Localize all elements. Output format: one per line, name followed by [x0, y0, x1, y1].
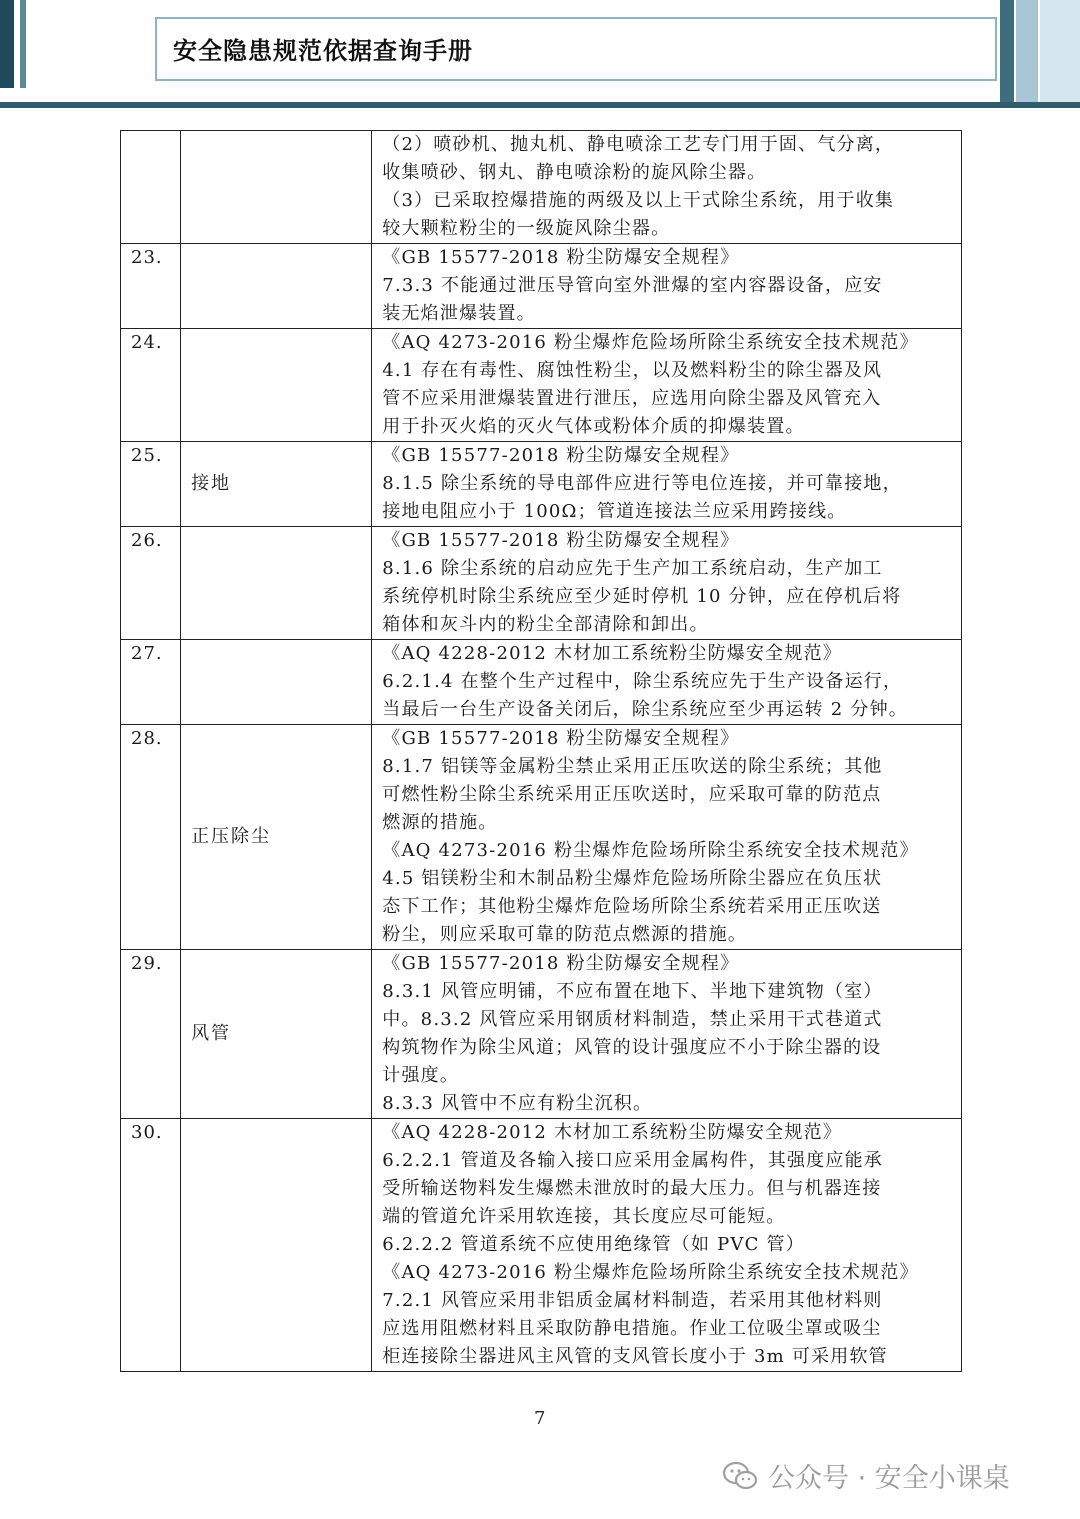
table-row	[121, 329, 962, 442]
table-row	[121, 950, 962, 1119]
row-text-cell	[372, 329, 962, 442]
watermark-text: 公众号 · 安全小课桌	[768, 1463, 1010, 1494]
row-text-line: 柜连接除尘器进风主风管的支风管长度小于 3m 可采用软管	[382, 1346, 888, 1367]
row-number-cell	[121, 131, 181, 244]
row-text-line: 管不应采用泄爆装置进行泄压，应选用向除尘器及风管充入	[382, 388, 882, 409]
row-text-line: 4.5 铝镁粉尘和木制品粉尘爆炸危险场所除尘器应在负压状	[382, 868, 883, 889]
row-text-line: 《AQ 4228-2012 木材加工系统粉尘防爆安全规范》	[382, 1122, 842, 1143]
row-category-cell	[181, 527, 372, 640]
row-text-line: 态下工作；其他粉尘爆炸危险场所除尘系统若采用正压吹送	[382, 896, 882, 917]
row-text-line: 8.1.5 除尘系统的导电部件应进行等电位连接，并可靠接地，	[382, 473, 902, 494]
row-text-line: 8.1.6 除尘系统的启动应先于生产加工系统启动，生产加工	[382, 558, 883, 579]
row-number: 28.	[131, 728, 163, 749]
row-text-line: 6.2.2.2 管道系统不应使用绝缘管（如 PVC 管）	[382, 1234, 805, 1255]
row-number: 25.	[131, 445, 163, 466]
row-text-line: （2）喷砂机、抛丸机、静电喷涂工艺专门用于固、气分离，	[382, 134, 895, 155]
row-number-cell	[121, 640, 181, 725]
row-text-line: 7.3.3 不能通过泄压导管向室外泄爆的室内容器设备，应安	[382, 275, 883, 296]
row-category-cell	[181, 329, 372, 442]
row-text-line: 《GB 15577-2018 粉尘防爆安全规程》	[382, 728, 740, 749]
row-number-cell	[121, 442, 181, 527]
watermark	[722, 1456, 1010, 1495]
row-text-line: 较大颗粒粉尘的一级旋风除尘器。	[382, 218, 671, 239]
row-number-cell	[121, 950, 181, 1119]
table-row	[121, 442, 962, 527]
row-number-cell	[121, 527, 181, 640]
table-row	[121, 725, 962, 950]
row-text-line: 粉尘，则应采取可靠的防范点燃源的措施。	[382, 924, 748, 945]
row-number-cell	[121, 329, 181, 442]
row-text-cell	[372, 950, 962, 1119]
table-row	[121, 131, 962, 244]
row-text-line: 《GB 15577-2018 粉尘防爆安全规程》	[382, 247, 740, 268]
regulation-table	[120, 130, 962, 1372]
row-text-line: 计强度。	[382, 1065, 460, 1086]
row-category-cell	[181, 131, 372, 244]
row-text-cell	[372, 640, 962, 725]
row-text-line: 《GB 15577-2018 粉尘防爆安全规程》	[382, 953, 740, 974]
row-text-line: 系统停机时除尘系统应至少延时停机 10 分钟，应在停机后将	[382, 586, 902, 607]
header-decor-bar-left	[0, 0, 14, 88]
document-title: 安全隐患规范依据查询手册	[173, 37, 473, 65]
row-text-line: 装无焰泄爆装置。	[382, 303, 536, 324]
row-text-line: 可燃性粉尘除尘系统采用正压吹送时，应采取可靠的防范点	[382, 784, 882, 805]
table-row	[121, 1119, 962, 1372]
row-number-cell	[121, 244, 181, 329]
row-text-line: 8.3.1 风管应明铺，不应布置在地下、半地下建筑物（室）	[382, 981, 883, 1002]
row-text-line: 《AQ 4273-2016 粉尘爆炸危险场所除尘系统安全技术规范》	[382, 840, 919, 861]
row-text-line: 中。8.3.2 风管应采用钢质材料制造，禁止采用干式巷道式	[382, 1009, 883, 1030]
header-title-box	[155, 17, 997, 81]
row-category: 风管	[191, 1023, 232, 1044]
row-number: 29.	[131, 953, 163, 974]
row-category: 接地	[191, 473, 232, 494]
row-text-cell	[372, 244, 962, 329]
row-text-line: 4.1 存在有毒性、腐蚀性粉尘，以及燃料粉尘的除尘器及风	[382, 360, 883, 381]
row-text-line: 接地电阻应小于 100Ω；管道连接法兰应采用跨接线。	[382, 501, 847, 522]
row-text-line: 构筑物作为除尘风道；风管的设计强度应不小于除尘器的设	[382, 1037, 882, 1058]
row-text-line: 7.2.1 风管应采用非铝质金属材料制造，若采用其他材料则	[382, 1290, 883, 1311]
row-text-line: 《GB 15577-2018 粉尘防爆安全规程》	[382, 445, 740, 466]
row-number: 30.	[131, 1122, 163, 1143]
row-text-line: 用于扑灭火焰的灭火气体或粉体介质的抑爆装置。	[382, 416, 805, 437]
row-text-line: 6.2.2.1 管道及各输入接口应采用金属构件，其强度应能承	[382, 1150, 883, 1171]
row-text-line: 燃源的措施。	[382, 812, 498, 833]
row-number: 26.	[131, 530, 163, 551]
row-category-cell	[181, 725, 372, 950]
row-text-line: 应选用阻燃材料且采取防静电措施。作业工位吸尘罩或吸尘	[382, 1318, 882, 1339]
row-text-line: （3）已采取控爆措施的两级及以上干式除尘系统，用于收集	[382, 190, 895, 211]
row-category: 正压除尘	[191, 826, 272, 847]
row-text-line: 8.3.3 风管中不应有粉尘沉积。	[382, 1093, 653, 1114]
row-text-line: 收集喷砂、钢丸、静电喷涂粉的旋风除尘器。	[382, 162, 767, 183]
table-row	[121, 640, 962, 725]
header-decor-bar-right	[1000, 0, 1014, 104]
row-number-cell	[121, 725, 181, 950]
wechat-icon	[722, 1461, 758, 1491]
row-text-line: 当最后一台生产设备关闭后，除尘系统应至少再运转 2 分钟。	[382, 699, 908, 720]
row-text-cell	[372, 442, 962, 527]
row-text-line: 端的管道允许采用软连接，其长度应尽可能短。	[382, 1206, 786, 1227]
row-number: 24.	[131, 332, 163, 353]
row-text-cell	[372, 131, 962, 244]
row-text-line: 8.1.7 铝镁等金属粉尘禁止采用正压吹送的除尘系统；其他	[382, 756, 883, 777]
page-number: 7	[534, 1408, 546, 1429]
row-text-cell	[372, 725, 962, 950]
header-decor-bar-right-light	[1040, 0, 1080, 104]
row-category-cell	[181, 640, 372, 725]
row-text-line: 《AQ 4273-2016 粉尘爆炸危险场所除尘系统安全技术规范》	[382, 1262, 919, 1283]
row-category-cell	[181, 442, 372, 527]
row-category-cell	[181, 1119, 372, 1372]
row-text-cell	[372, 527, 962, 640]
row-number: 27.	[131, 643, 163, 664]
header-decor-bar-right-mid	[1016, 0, 1038, 104]
row-text-line: 《AQ 4273-2016 粉尘爆炸危险场所除尘系统安全技术规范》	[382, 332, 919, 353]
row-text-line: 箱体和灰斗内的粉尘全部清除和卸出。	[382, 614, 709, 635]
header-decor-bar-left-inner	[20, 0, 26, 88]
table-row	[121, 244, 962, 329]
row-category-cell	[181, 244, 372, 329]
row-number: 23.	[131, 247, 163, 268]
table-row	[121, 527, 962, 640]
header-rule	[0, 102, 1080, 108]
row-number-cell	[121, 1119, 181, 1372]
row-category-cell	[181, 950, 372, 1119]
row-text-line: 《AQ 4228-2012 木材加工系统粉尘防爆安全规范》	[382, 643, 842, 664]
row-text-line: 《GB 15577-2018 粉尘防爆安全规程》	[382, 530, 740, 551]
row-text-cell	[372, 1119, 962, 1372]
row-text-line: 6.2.1.4 在整个生产过程中，除尘系统应先于生产设备运行，	[382, 671, 903, 692]
row-text-line: 受所输送物料发生爆燃未泄放时的最大压力。但与机器连接	[382, 1178, 882, 1199]
